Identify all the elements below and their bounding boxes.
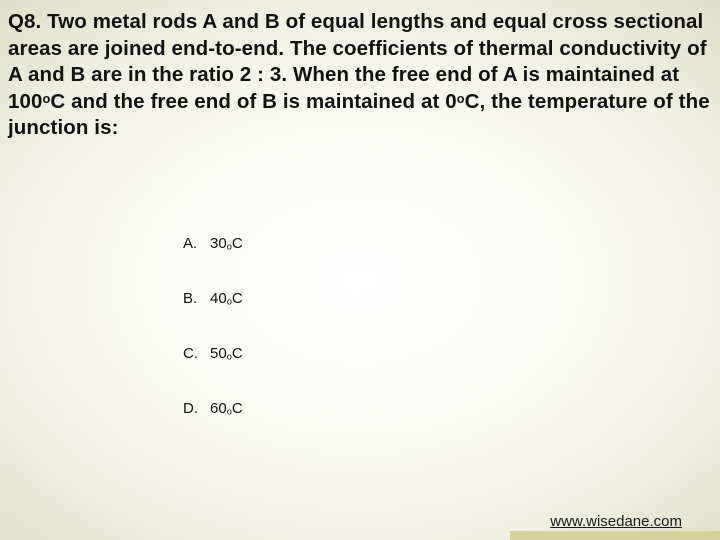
option-value: 50 bbox=[210, 345, 227, 362]
question-middle: C and the free end of B is maintained at 0 bbox=[50, 89, 457, 113]
degree-symbol: o bbox=[42, 90, 51, 106]
option-letter: B. bbox=[183, 290, 198, 307]
degree-symbol: o bbox=[226, 406, 232, 417]
option-d[interactable] bbox=[183, 399, 243, 454]
option-unit: C bbox=[231, 235, 243, 252]
option-value: 30 bbox=[210, 235, 227, 252]
option-letter: A. bbox=[183, 235, 198, 252]
option-value: 60 bbox=[210, 400, 227, 417]
option-c[interactable] bbox=[183, 344, 243, 399]
question-suffix: C, the temperature of the junction is: bbox=[8, 89, 710, 139]
option-unit: C bbox=[231, 345, 243, 362]
answer-options bbox=[183, 234, 243, 454]
option-letter: D. bbox=[183, 400, 198, 417]
footer-bar bbox=[510, 531, 720, 540]
option-b[interactable] bbox=[183, 289, 243, 344]
question-prefix: Q8. Two metal rods A and B of equal lengths and equal cross sectional areas are joined end-to-end. The coefficients of thermal conductivity of A and B are in the ratio 2 : 3. When the free end of A is maintained at 100 bbox=[8, 10, 707, 113]
question-text bbox=[8, 9, 716, 142]
degree-symbol: o bbox=[226, 241, 232, 252]
website-link[interactable]: www.wisedane.com bbox=[550, 513, 682, 530]
degree-symbol: o bbox=[456, 90, 465, 106]
option-unit: C bbox=[231, 290, 243, 307]
degree-symbol: o bbox=[226, 296, 232, 307]
degree-symbol: o bbox=[226, 351, 232, 362]
option-letter: C. bbox=[183, 345, 198, 362]
option-a[interactable] bbox=[183, 234, 243, 289]
option-unit: C bbox=[231, 400, 243, 417]
option-value: 40 bbox=[210, 290, 227, 307]
